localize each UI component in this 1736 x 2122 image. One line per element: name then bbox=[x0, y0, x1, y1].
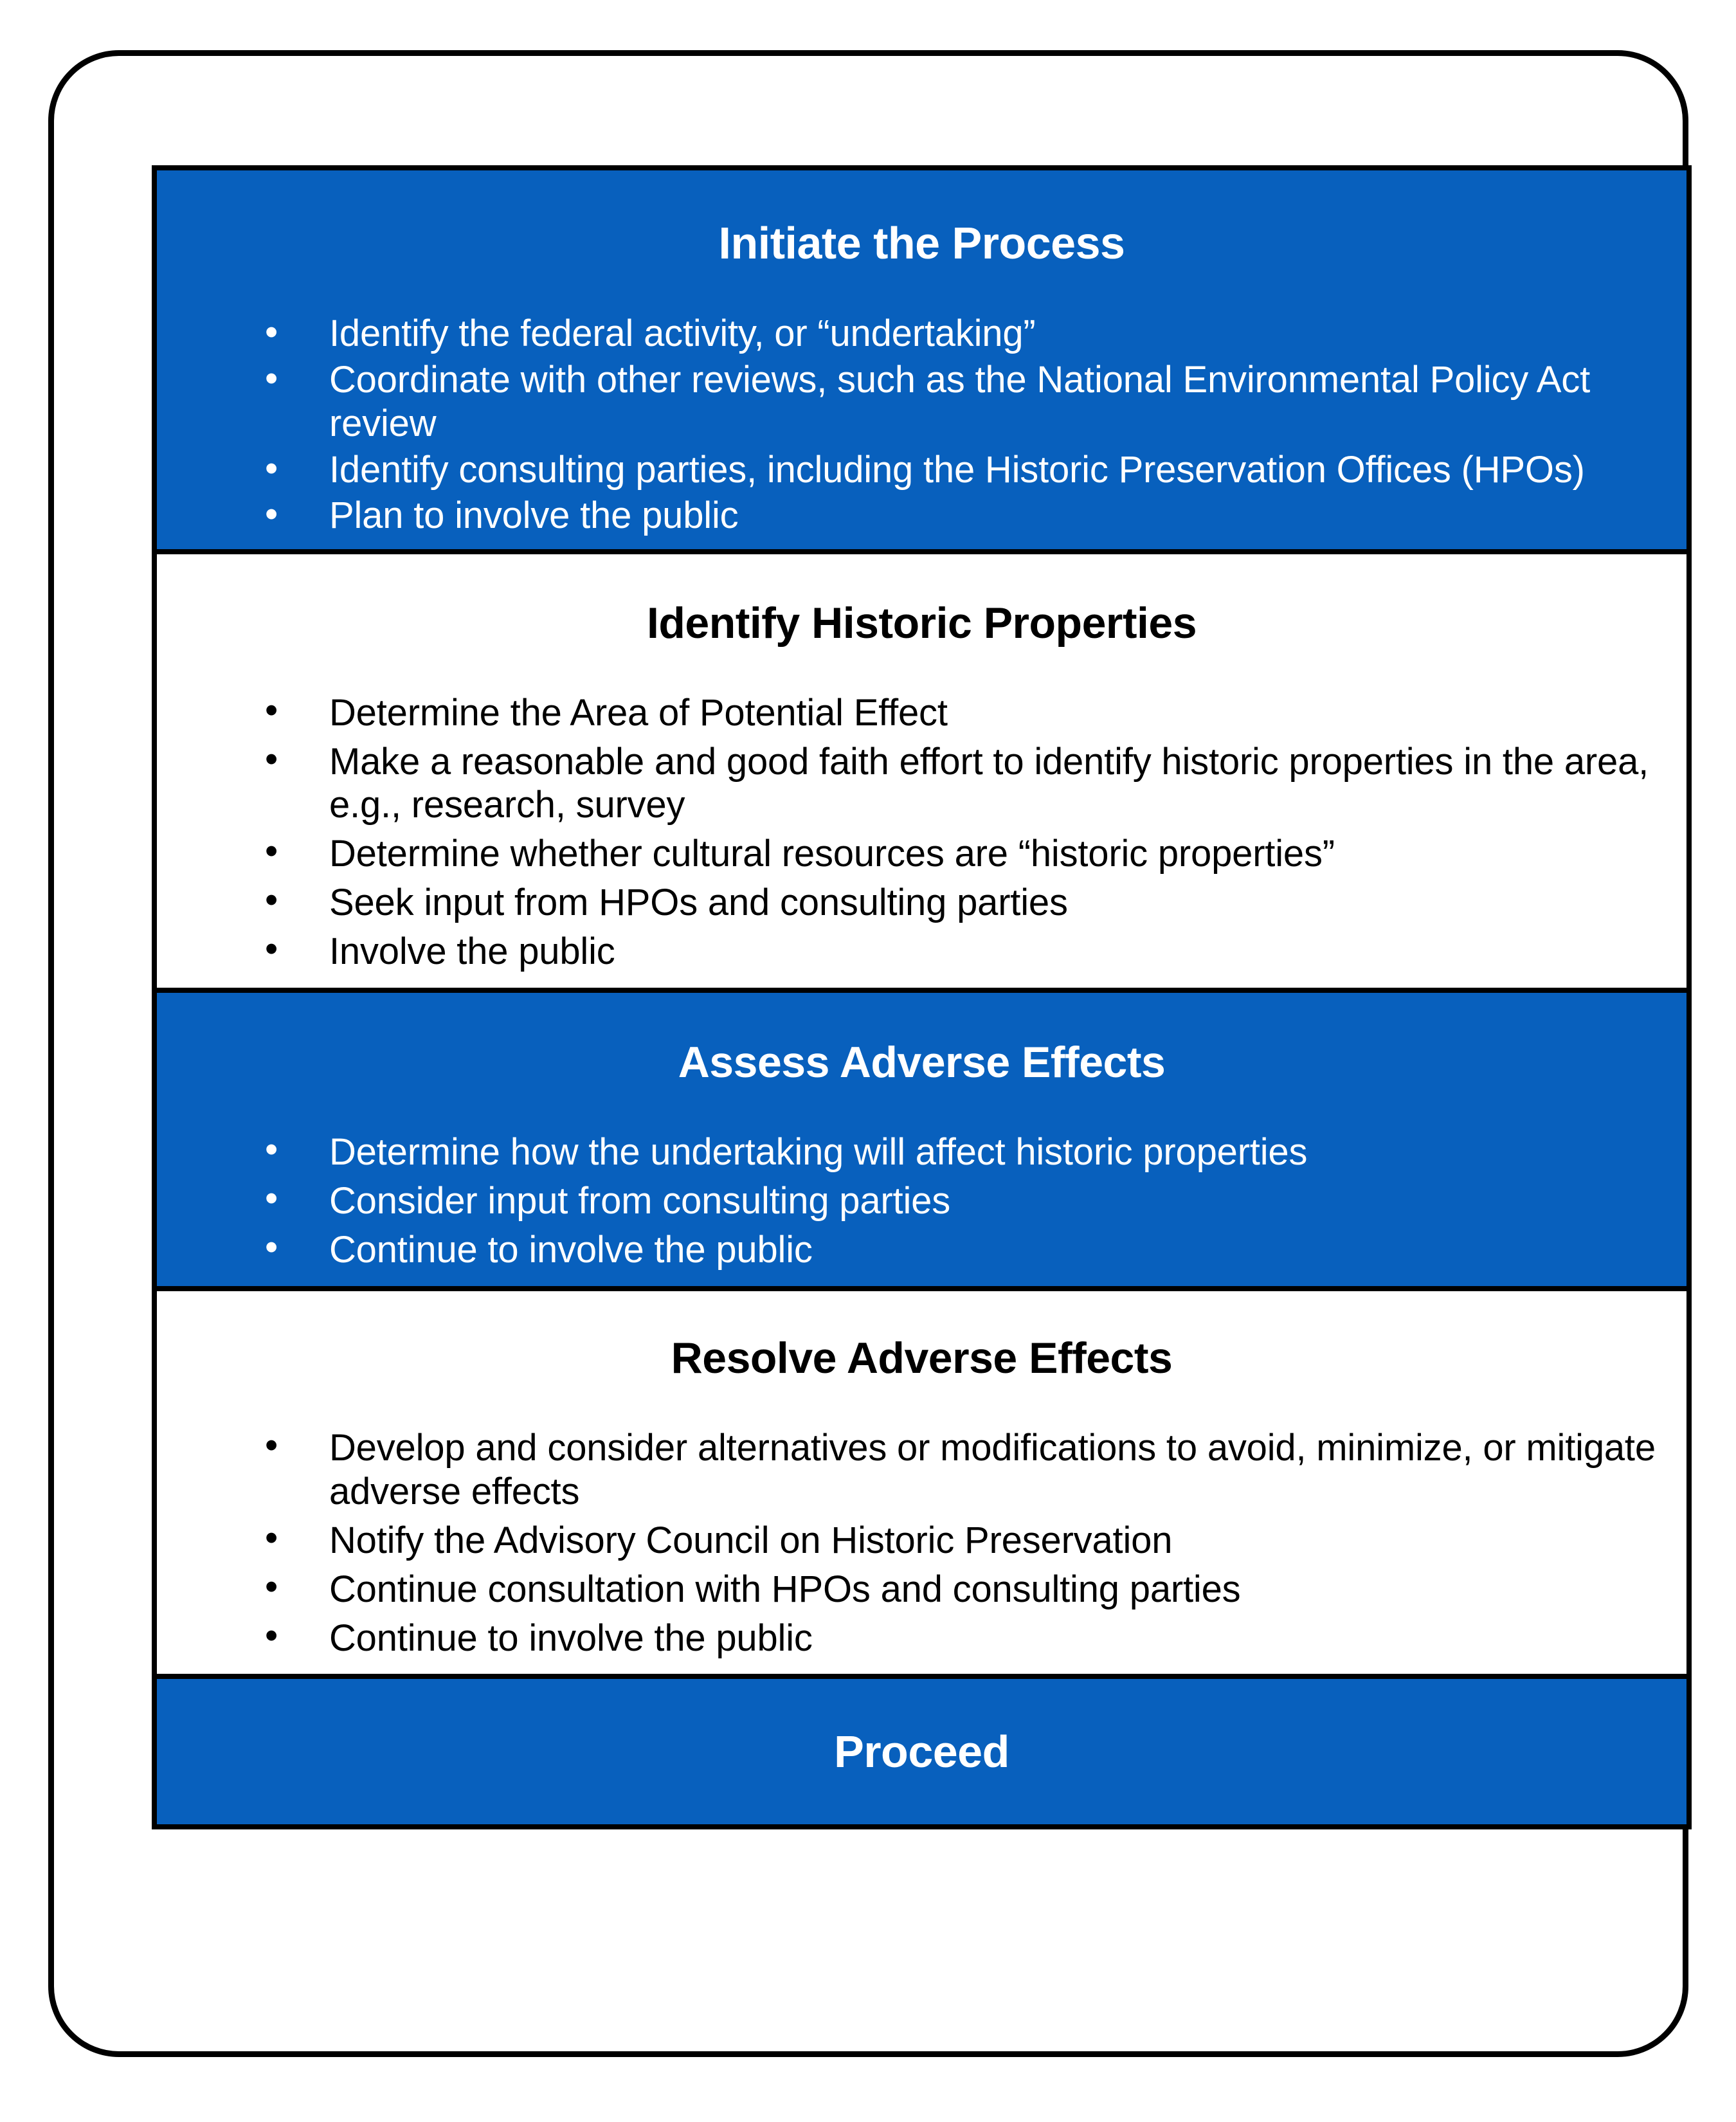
step-title-initiate: Initiate the Process bbox=[718, 218, 1125, 269]
list-item bbox=[157, 830, 1661, 878]
bullet-dot-icon: • bbox=[265, 1424, 278, 1467]
list-item bbox=[157, 1226, 1661, 1274]
bullet-dot-icon: • bbox=[265, 1565, 278, 1608]
list-item-text: Determine whether cultural resources are “historic properties” bbox=[329, 833, 1335, 875]
bullet-dot-icon: • bbox=[265, 1614, 278, 1656]
list-item bbox=[157, 357, 1661, 447]
process-step-proceed bbox=[152, 1674, 1692, 1829]
bullet-dot-icon: • bbox=[265, 830, 278, 873]
bullet-dot-icon: • bbox=[265, 927, 278, 970]
bullet-dot-icon: • bbox=[265, 1177, 278, 1220]
step-title-resolve: Resolve Adverse Effects bbox=[671, 1334, 1173, 1383]
list-item-text: Continue to involve the public bbox=[329, 1617, 813, 1659]
bullet-dot-icon: • bbox=[265, 689, 278, 731]
process-step-resolve bbox=[152, 1286, 1692, 1680]
list-item bbox=[157, 1177, 1661, 1226]
list-item bbox=[157, 1128, 1661, 1177]
list-item-text: Develop and consider alternatives or modifications to avoid, minimize, or mitigate adverse effects bbox=[329, 1427, 1656, 1513]
list-item-text: Continue to involve the public bbox=[329, 1228, 813, 1271]
list-item bbox=[157, 447, 1661, 493]
bullet-dot-icon: • bbox=[265, 1226, 278, 1268]
bullet-list-resolve bbox=[157, 1424, 1686, 1662]
bullet-dot-icon: • bbox=[265, 879, 278, 921]
list-item bbox=[157, 1565, 1661, 1614]
list-item bbox=[157, 311, 1661, 357]
process-step-identify bbox=[152, 549, 1692, 993]
list-item-text: Make a reasonable and good faith effort to identify historic properties in the area, e.g., research, survey bbox=[329, 740, 1649, 826]
list-item bbox=[157, 689, 1661, 738]
bullet-list-initiate bbox=[157, 311, 1686, 539]
list-item-text: Plan to involve the public bbox=[329, 494, 739, 537]
list-item-text: Identify consulting parties, including the Historic Preservation Offices (HPOs) bbox=[329, 448, 1585, 491]
bullet-list-assess bbox=[157, 1128, 1686, 1274]
bullet-dot-icon: • bbox=[265, 1516, 278, 1559]
list-item bbox=[157, 493, 1661, 539]
step-title-identify: Identify Historic Properties bbox=[646, 598, 1197, 648]
bullet-dot-icon: • bbox=[265, 738, 278, 780]
list-item-text: Continue consultation with HPOs and consulting parties bbox=[329, 1568, 1241, 1610]
list-item-text: Determine the Area of Potential Effect bbox=[329, 691, 948, 734]
process-step-assess bbox=[152, 988, 1692, 1291]
outer-rounded-frame bbox=[48, 50, 1688, 2057]
list-item-text: Coordinate with other reviews, such as the National Environmental Policy Act review bbox=[329, 358, 1590, 444]
step-title-proceed: Proceed bbox=[834, 1726, 1009, 1777]
step-title-assess: Assess Adverse Effects bbox=[678, 1038, 1166, 1087]
bullet-dot-icon: • bbox=[265, 357, 278, 399]
list-item-text: Determine how the undertaking will affect historic properties bbox=[329, 1131, 1308, 1174]
list-item-text: Seek input from HPOs and consulting parties bbox=[329, 882, 1068, 924]
list-item bbox=[157, 1516, 1661, 1565]
list-item-text: Involve the public bbox=[329, 930, 615, 972]
bullet-dot-icon: • bbox=[265, 493, 278, 536]
bullet-dot-icon: • bbox=[265, 311, 278, 353]
bullet-dot-icon: • bbox=[265, 447, 278, 489]
process-step-stack bbox=[152, 165, 1692, 1829]
list-item bbox=[157, 878, 1661, 927]
list-item bbox=[157, 738, 1661, 830]
process-step-initiate bbox=[152, 165, 1692, 554]
list-item bbox=[157, 927, 1661, 976]
bullet-list-identify bbox=[157, 689, 1686, 976]
list-item-text: Identify the federal activity, or “undertaking” bbox=[329, 312, 1036, 354]
list-item-text: Notify the Advisory Council on Historic Preservation bbox=[329, 1519, 1173, 1561]
list-item-text: Consider input from consulting parties bbox=[329, 1180, 950, 1222]
bullet-dot-icon: • bbox=[265, 1129, 278, 1171]
list-item bbox=[157, 1424, 1661, 1516]
list-item bbox=[157, 1614, 1661, 1663]
